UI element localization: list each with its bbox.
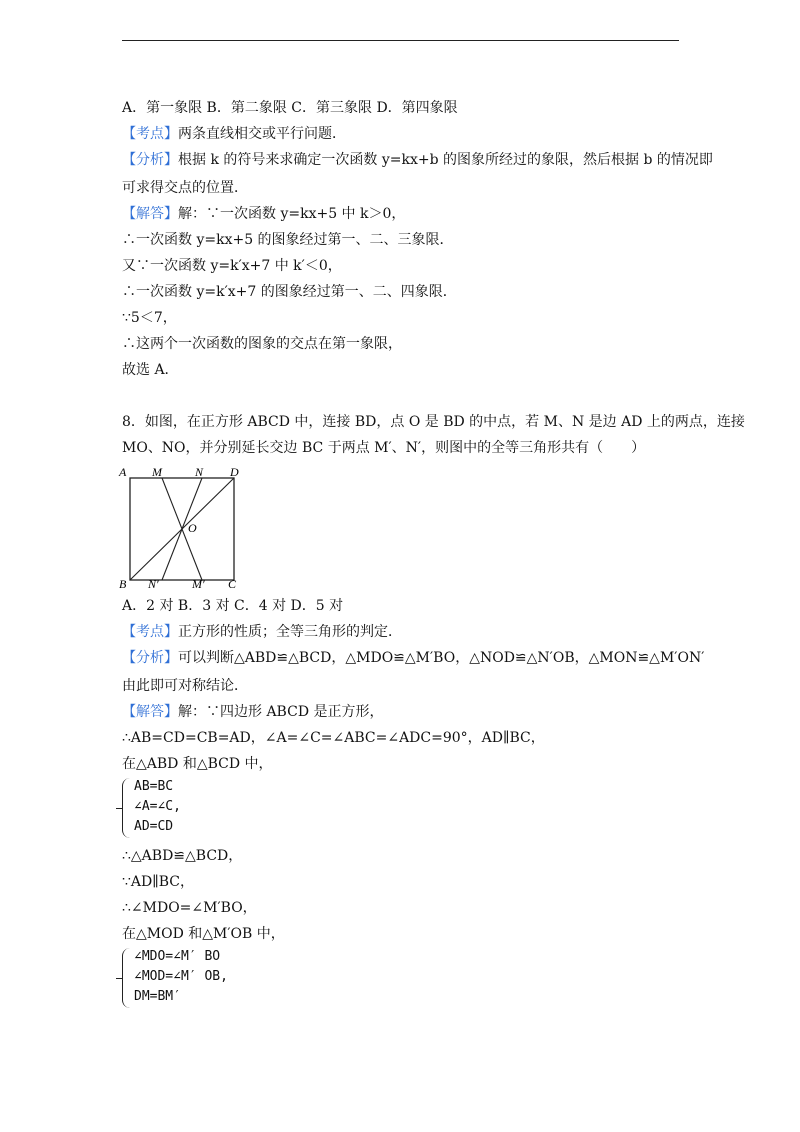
jieda-text: 解：∵一次函数 y=kx+5 中 k＞0， xyxy=(178,206,406,222)
q8-jieda-line xyxy=(122,702,384,722)
condition-line: AD=CD xyxy=(134,819,174,834)
q7-jieda-line xyxy=(122,204,405,224)
left-brace xyxy=(122,948,131,1008)
q7-kaodian-line xyxy=(122,124,346,144)
label-n: N xyxy=(195,465,204,479)
q7-step-3: ∴一次函数 y=k′x+7 的图象经过第一、二、四象限． xyxy=(122,284,457,300)
condition-line: ∠A=∠C, xyxy=(134,799,181,814)
q7-fenxi-line xyxy=(122,150,713,170)
left-brace xyxy=(122,778,131,838)
q8-options: A．2 对 B．3 对 C．4 对 D．5 对 xyxy=(122,598,344,614)
jieda-text: 解：∵四边形 ABCD 是正方形， xyxy=(178,704,384,720)
q8-stem-2: MO、NO，并分别延长交边 BC 于两点 M′、N′，则图中的全等三角形共有（ ） xyxy=(122,440,646,456)
q7-step-2: 又∵一次函数 y=k′x+7 中 k′＜0， xyxy=(122,258,342,274)
q8-step-1: ∴AB=CD=CB=AD，∠A=∠C=∠ABC=∠ADC=90°，AD∥BC， xyxy=(122,730,545,746)
fenxi-text: 可以判断△ABD≌△BCD，△MDO≌△M′BO，△NOD≌△N′OB，△MON≌△M′ON′ xyxy=(178,650,705,666)
label-m-prime: M′ xyxy=(192,577,205,590)
q8-step-3: ∴△ABD≌△BCD， xyxy=(122,848,243,864)
kaodian-text: 两条直线相交或平行问题． xyxy=(178,126,346,142)
jieda-tag: 【解答】 xyxy=(122,704,178,720)
q7-step-1: ∴一次函数 y=kx+5 的图象经过第一、二、三象限． xyxy=(122,232,454,248)
q7-step-5: ∴这两个一次函数的图象的交点在第一象限， xyxy=(122,336,402,352)
label-b: B xyxy=(119,577,127,590)
q8-step-2: 在△ABD 和△BCD 中， xyxy=(122,756,273,772)
q8-fenxi-line-2: 由此即可对称结论． xyxy=(122,678,248,694)
fenxi-tag: 【分析】 xyxy=(122,152,178,168)
q7-fenxi-line-2: 可求得交点的位置． xyxy=(122,180,248,196)
q7-step-6: 故选 A． xyxy=(122,362,179,378)
condition-line: ∠MDO=∠M′ BO xyxy=(134,949,221,964)
q8-stem-1: 8．如图，在正方形 ABCD 中，连接 BD，点 O 是 BD 的中点，若 M、N 是边 AD 上的两点，连接 xyxy=(122,414,745,430)
brace-system-1 xyxy=(122,778,242,838)
q8-step-4: ∵AD∥BC， xyxy=(122,874,194,890)
kaodian-tag: 【考点】 xyxy=(122,126,178,142)
header-rule xyxy=(122,40,679,41)
label-a: A xyxy=(119,465,127,479)
fenxi-text: 根据 k 的符号来求确定一次函数 y=kx+b 的图象所经过的象限，然后根据 b 的情况即 xyxy=(178,152,713,168)
label-c: C xyxy=(228,577,237,590)
q8-fenxi-line xyxy=(122,648,704,668)
q8-step-5: ∴∠MDO=∠M′BO， xyxy=(122,900,257,916)
condition-line: ∠MOD=∠M′ OB, xyxy=(134,969,228,984)
kaodian-text: 正方形的性质；全等三角形的判定． xyxy=(178,624,402,640)
condition-line: DM=BM′ xyxy=(134,989,181,1004)
square-figure xyxy=(118,462,246,590)
label-n-prime: N′ xyxy=(148,577,159,590)
q7-options: A．第一象限 B．第二象限 C．第三象限 D．第四象限 xyxy=(122,100,458,116)
q8-kaodian-line xyxy=(122,622,402,642)
kaodian-tag: 【考点】 xyxy=(122,624,178,640)
label-o: O xyxy=(188,521,197,535)
condition-line: AB=BC xyxy=(134,779,174,794)
jieda-tag: 【解答】 xyxy=(122,206,178,222)
q8-step-6: 在△MOD 和△M′OB 中， xyxy=(122,926,285,942)
label-m: M xyxy=(152,465,162,479)
label-d: D xyxy=(230,465,239,479)
fenxi-tag: 【分析】 xyxy=(122,650,178,666)
q7-step-4: ∵5＜7， xyxy=(122,310,177,326)
brace-system-2 xyxy=(122,948,282,1008)
